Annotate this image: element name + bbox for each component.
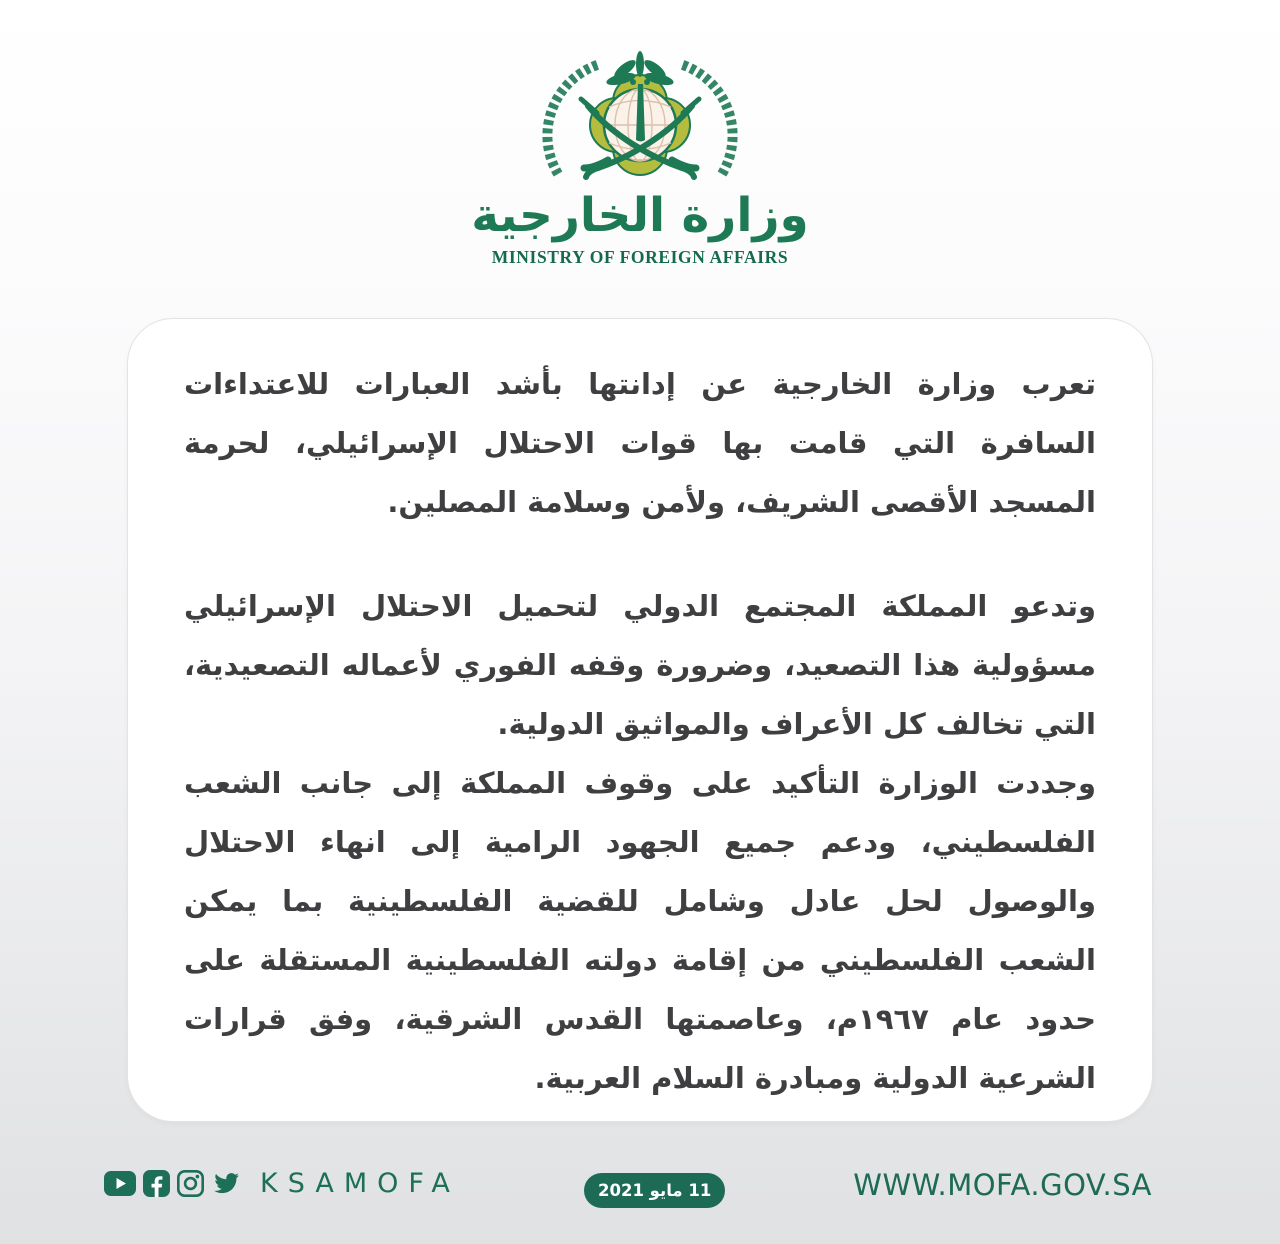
statement-paragraph-2: وتدعو المملكة المجتمع الدولي لتحميل الاحتلال الإسرائيلي مسؤولية هذا التصعيد، وضرورة وقفه الفوري لأعماله التصعيدية، التي تخالف كل الأعراف والمواثيق الدولية. [184, 589, 1096, 741]
ministry-name-arabic: وزارة الخارجية [471, 188, 809, 243]
ministry-name-english: MINISTRY OF FOREIGN AFFAIRS [491, 246, 789, 267]
website-url: WWW.MOFA.GOV.SA [853, 1168, 1152, 1202]
social-handle: KSAMOFA [260, 1168, 460, 1199]
statement-paragraph-3: وجددت الوزارة التأكيد على وقوف المملكة إلى جانب الشعب الفلسطيني، ودعم جميع الجهود الرامية إلى انهاء الاحتلال والوصول لحل عادل وشامل للقضية الفلسطينية بما يمكن الشعب الفلسطيني من إقامة دولته الفلسطينية المستقلة على حدود عام ١٩٦٧م، وعاصمتها القدس الشرقية، وفق قرارات الشرعية الدولية ومبادرة السلام العربية. [184, 766, 1096, 1095]
social-links [104, 1168, 460, 1199]
instagram-icon [177, 1170, 204, 1197]
statement-card [127, 318, 1153, 1122]
twitter-icon [211, 1170, 241, 1197]
youtube-icon [104, 1170, 136, 1197]
mofa-emblem-icon [524, 42, 756, 188]
date-badge: 11 مايو 2021 [584, 1173, 725, 1208]
statement-paragraph-1: تعرب وزارة الخارجية عن إدانتها بأشد العبارات للاعتداءات السافرة التي قامت بها قوات الاحتلال الإسرائيلي، لحرمة المسجد الأقصى الشريف، ولأمن وسلامة المصلين. [184, 367, 1096, 519]
header [0, 42, 1280, 268]
facebook-icon [143, 1170, 170, 1197]
